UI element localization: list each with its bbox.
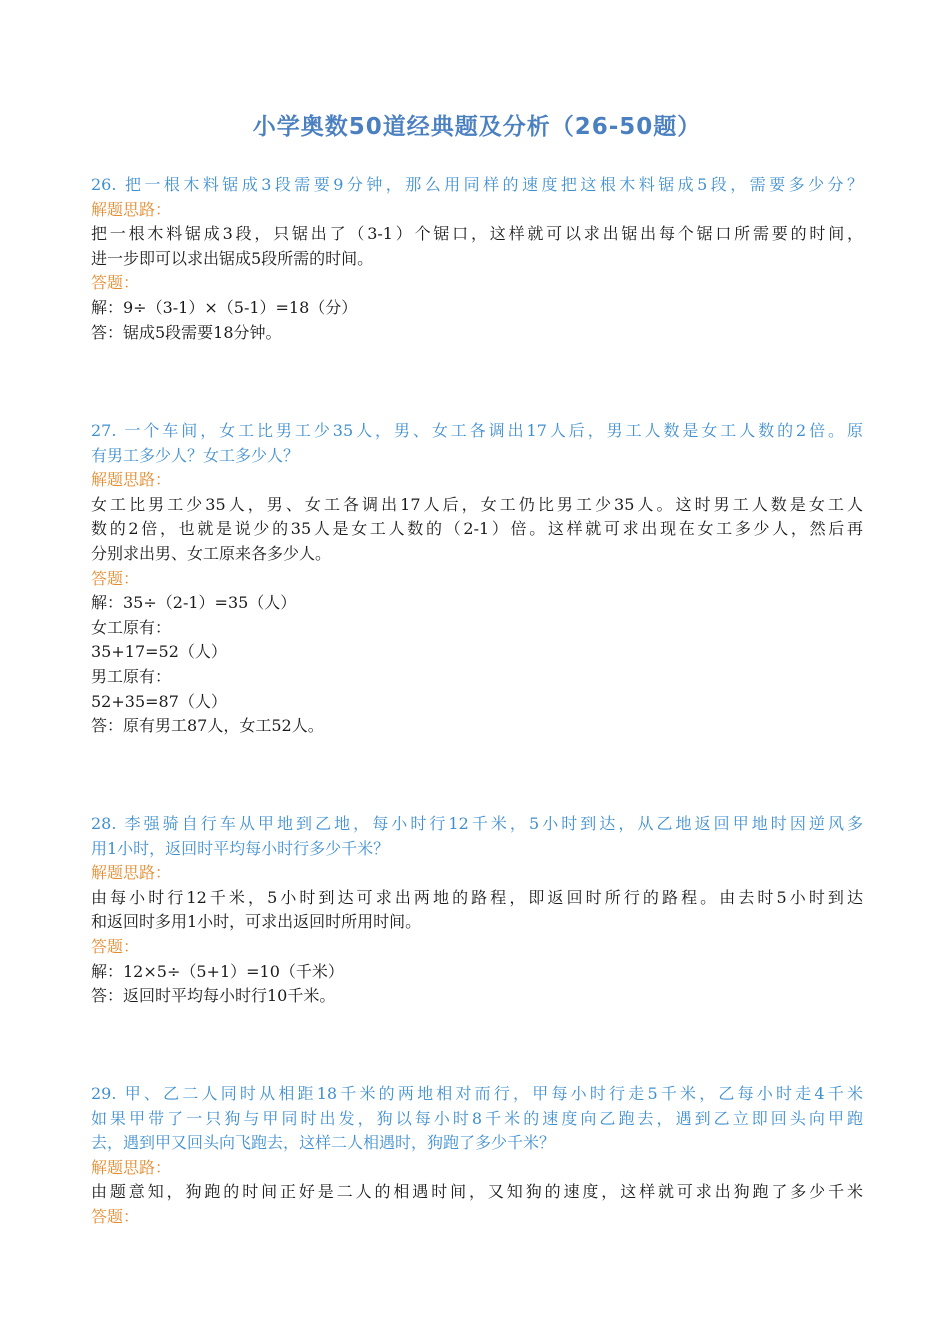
thinking-label: 解题思路： bbox=[91, 470, 172, 490]
thinking-label: 解题思路： bbox=[91, 199, 172, 219]
question-line: 有男工多少人？女工多少人？ bbox=[91, 445, 300, 465]
question-line: 26. 把一根木料锯成3段需要9分钟，那么用同样的速度把这根木料锯成5段，需要多少分？ bbox=[91, 175, 863, 194]
thinking-line: 由每小时行12千米，5小时到达可求出两地的路程，即返回时所行的路程。由去时5小时到达 bbox=[91, 887, 863, 907]
page-title: 小学奥数50道经典题及分析（26-50题） bbox=[252, 114, 702, 140]
question-line: 28. 李强骑自行车从甲地到乙地，每小时行12千米，5小时到达，从乙地返回甲地时因逆风多 bbox=[91, 814, 863, 833]
thinking-label: 解题思路： bbox=[91, 863, 172, 883]
answer-line: 解：9÷（3-1）×（5-1）=18（分） bbox=[91, 297, 358, 317]
answer-line: 解：35÷（2-1）=35（人） bbox=[91, 593, 297, 613]
answer-line: 35+17=52（人） bbox=[91, 642, 227, 662]
answer-line: 答：锯成5段需要18分钟。 bbox=[91, 322, 282, 342]
answer-line: 答：返回时平均每小时行10千米。 bbox=[91, 986, 336, 1006]
question-line: 如果甲带了一只狗与甲同时出发，狗以每小时8千米的速度向乙跑去，遇到乙立即回头向甲跑 bbox=[91, 1108, 863, 1128]
question-line: 27. 一个车间，女工比男工少35人，男、女工各调出17人后，男工人数是女工人数的2倍。原 bbox=[91, 421, 863, 440]
answer-label: 答题： bbox=[91, 273, 140, 293]
problem-28 bbox=[91, 812, 863, 1009]
question-line: 用1小时，返回时平均每小时行多少千米？ bbox=[91, 838, 390, 858]
thinking-line: 进一步即可以求出锯成5段所需的时间。 bbox=[91, 248, 374, 268]
thinking-line: 女工比男工少35人，男、女工各调出17人后，女工仍比男工少35人。这时男工人数是女工人 bbox=[91, 494, 863, 514]
question-line: 去，遇到甲又回头向飞跑去，这样二人相遇时，狗跑了多少千米？ bbox=[91, 1133, 556, 1153]
problem-26 bbox=[91, 173, 863, 345]
question-line: 29. 甲、乙二人同时从相距18千米的两地相对而行，甲每小时行走5千米，乙每小时走4千米 bbox=[91, 1084, 863, 1103]
thinking-line: 分别求出男、女工原来各多少人。 bbox=[91, 543, 332, 563]
thinking-line: 由题意知，狗跑的时间正好是二人的相遇时间，又知狗的速度，这样就可求出狗跑了多少千米 bbox=[91, 1182, 863, 1202]
answer-line: 女工原有： bbox=[91, 617, 172, 637]
answer-line: 男工原有： bbox=[91, 666, 172, 686]
answer-line: 答：原有男工87人，女工52人。 bbox=[91, 716, 324, 736]
thinking-line: 数的2倍，也就是说少的35人是女工人数的（2-1）倍。这样就可求出现在女工多少人，然后再 bbox=[91, 519, 863, 539]
thinking-line: 和返回时多用1小时，可求出返回时所用时间。 bbox=[91, 912, 422, 932]
answer-line: 52+35=87（人） bbox=[91, 691, 227, 711]
problem-27 bbox=[91, 419, 863, 739]
answer-label: 答题： bbox=[91, 568, 140, 588]
problem-29 bbox=[91, 1082, 863, 1230]
answer-label: 答题： bbox=[91, 1206, 140, 1226]
thinking-line: 把一根木料锯成3段，只锯出了（3-1）个锯口，这样就可以求出锯出每个锯口所需要的时间， bbox=[91, 224, 863, 244]
answer-label: 答题： bbox=[91, 936, 140, 956]
answer-line: 解：12×5÷（5+1）=10（千米） bbox=[91, 961, 344, 981]
thinking-label: 解题思路： bbox=[91, 1157, 172, 1177]
